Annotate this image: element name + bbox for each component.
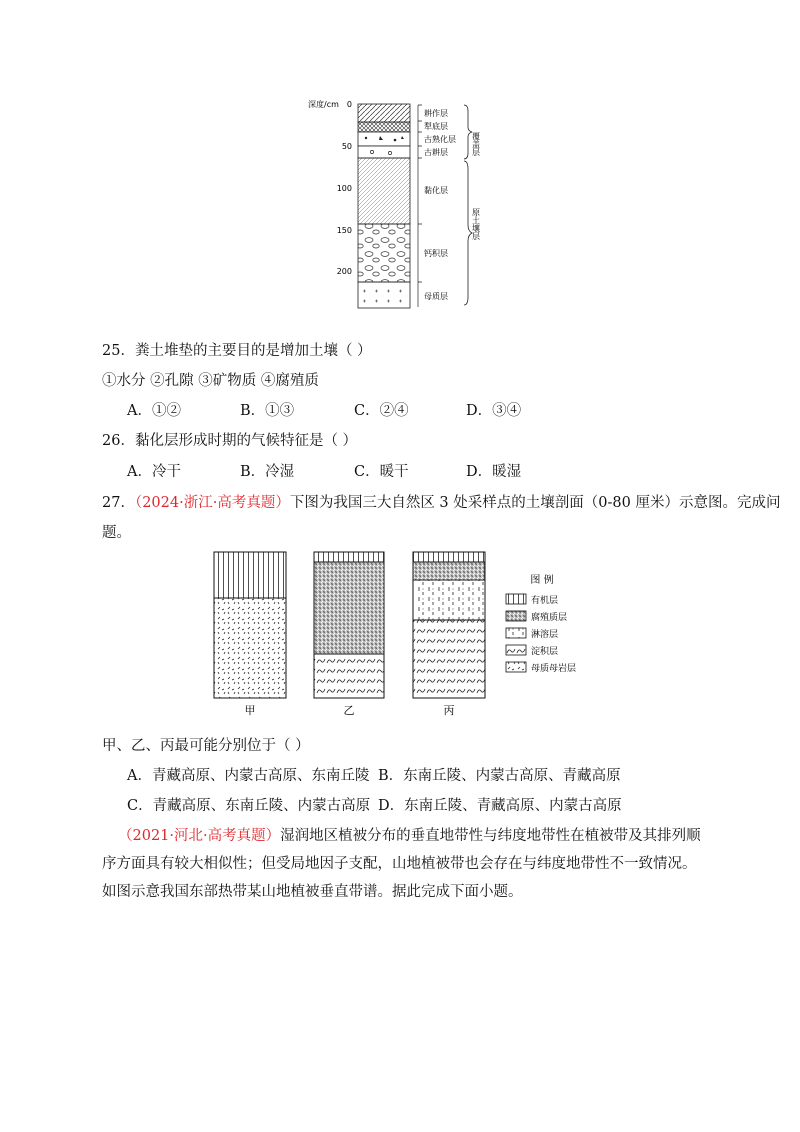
depth-axis-label: 深度/cm [308,100,339,109]
next-block-intro [102,822,710,906]
layer-label: 母质层 [424,292,448,301]
q27-question: 甲、乙、丙最可能分别位于（ ） [102,738,310,754]
q27-stem-text: 下图为我国三大自然区 3 处采样点的土壤剖面（0-80 厘米）示意图。完成问 [289,495,781,511]
legend-swatch-parent [506,662,526,672]
layer-calcic [358,224,410,282]
depth-tick: 100 [336,184,352,193]
q25-option-b[interactable]: B．①③ [240,403,295,419]
q27-stem [102,493,780,513]
soil-profile-figure [300,96,500,316]
q25-option-a[interactable]: A．①② [127,403,181,419]
q26-option-a[interactable]: A．冷干 [127,464,181,480]
q25-option-d[interactable]: D．③④ [466,403,522,419]
col-jia-organic [214,552,286,598]
q27-source-tag: （2024·浙江·高考真题） [134,495,290,511]
layer-label: 钙积层 [424,249,448,258]
col-yi-deposit [314,654,384,698]
q27-number: 27． [102,495,135,511]
column-label: 乙 [343,704,355,717]
column-label: 丙 [443,704,455,717]
q27-option-a[interactable]: A．青藏高原、内蒙古高原、东南丘陵 [127,768,370,784]
q25-items: ①水分 ②孔隙 ③矿物质 ④腐殖质 [102,373,319,389]
q27-option-b[interactable]: B．东南丘陵、内蒙古高原、青藏高原 [378,768,621,784]
col-bing-deposit [413,620,485,698]
col-jia-parent [214,598,286,698]
legend-label: 腐殖质层 [531,613,568,623]
layer-tillage [358,104,410,122]
legend-swatch-leach [506,628,526,638]
q25-option-c[interactable]: C．②④ [354,403,409,419]
legend-swatch-organic [506,594,526,604]
legend-swatch-humus [506,611,526,621]
col-yi-humus [314,562,384,654]
legend-title: 图 例 [530,575,554,586]
col-bing-humus [413,562,485,580]
q26-option-c[interactable]: C．暖干 [354,464,409,480]
soil-columns-figure [206,546,596,722]
layer-plowpan [358,122,410,132]
layer-clay [358,158,410,224]
next-block-source-tag: （2021·河北·高考真题） [118,828,281,844]
layer-ancient-cultivated [358,146,410,158]
q26-option-d[interactable]: D．暖湿 [466,464,522,480]
depth-tick: 0 [346,100,352,109]
layer-label: 古耕层 [424,148,448,157]
layer-label: 耕作层 [424,109,448,118]
legend-label: 淀积层 [531,647,559,657]
layer-label: 犁底层 [424,122,448,131]
depth-tick: 50 [341,142,352,151]
col-yi-organic [314,552,384,562]
q27-option-c[interactable]: C．青藏高原、东南丘陵、内蒙古高原 [127,798,371,814]
q27-stem-continued: 题。 [102,525,131,541]
q26-stem: 26．黏化层形成时期的气候特征是（ ） [102,433,358,449]
q27-option-d[interactable]: D．东南丘陵、青藏高原、内蒙古高原 [378,798,622,814]
depth-tick: 200 [336,267,352,276]
group-label-original: 原土壤层 [471,208,481,240]
col-bing-leach [413,580,485,620]
depth-tick: 150 [336,226,352,235]
legend-label: 有机层 [531,596,559,606]
col-bing-organic [413,552,485,562]
q26-option-b[interactable]: B．冷湿 [240,464,295,480]
group-label-cover: 覆盖层 [471,132,481,156]
layer-label: 黏化层 [424,186,448,195]
legend-label: 母质母岩层 [531,664,577,674]
legend-label: 淋溶层 [531,630,559,640]
next-block-text: 湿润地区植被分布的垂直地带性与纬度地带性在植被带及其排列顺序方面具有较大相似性；但受局地因子支配，山地植被带也会存在与纬度地带性不一致情况。如图示意我国东部热带某山地植被垂直带谱。据此完成下面小题。 [102,828,701,900]
layer-label: 古熟化层 [424,135,456,144]
q25-stem: 25．粪土堆垫的主要目的是增加土壤（ ） [102,343,372,359]
column-label: 甲 [244,704,256,717]
layer-parent-material [358,282,410,308]
legend-swatch-deposit [506,645,526,655]
